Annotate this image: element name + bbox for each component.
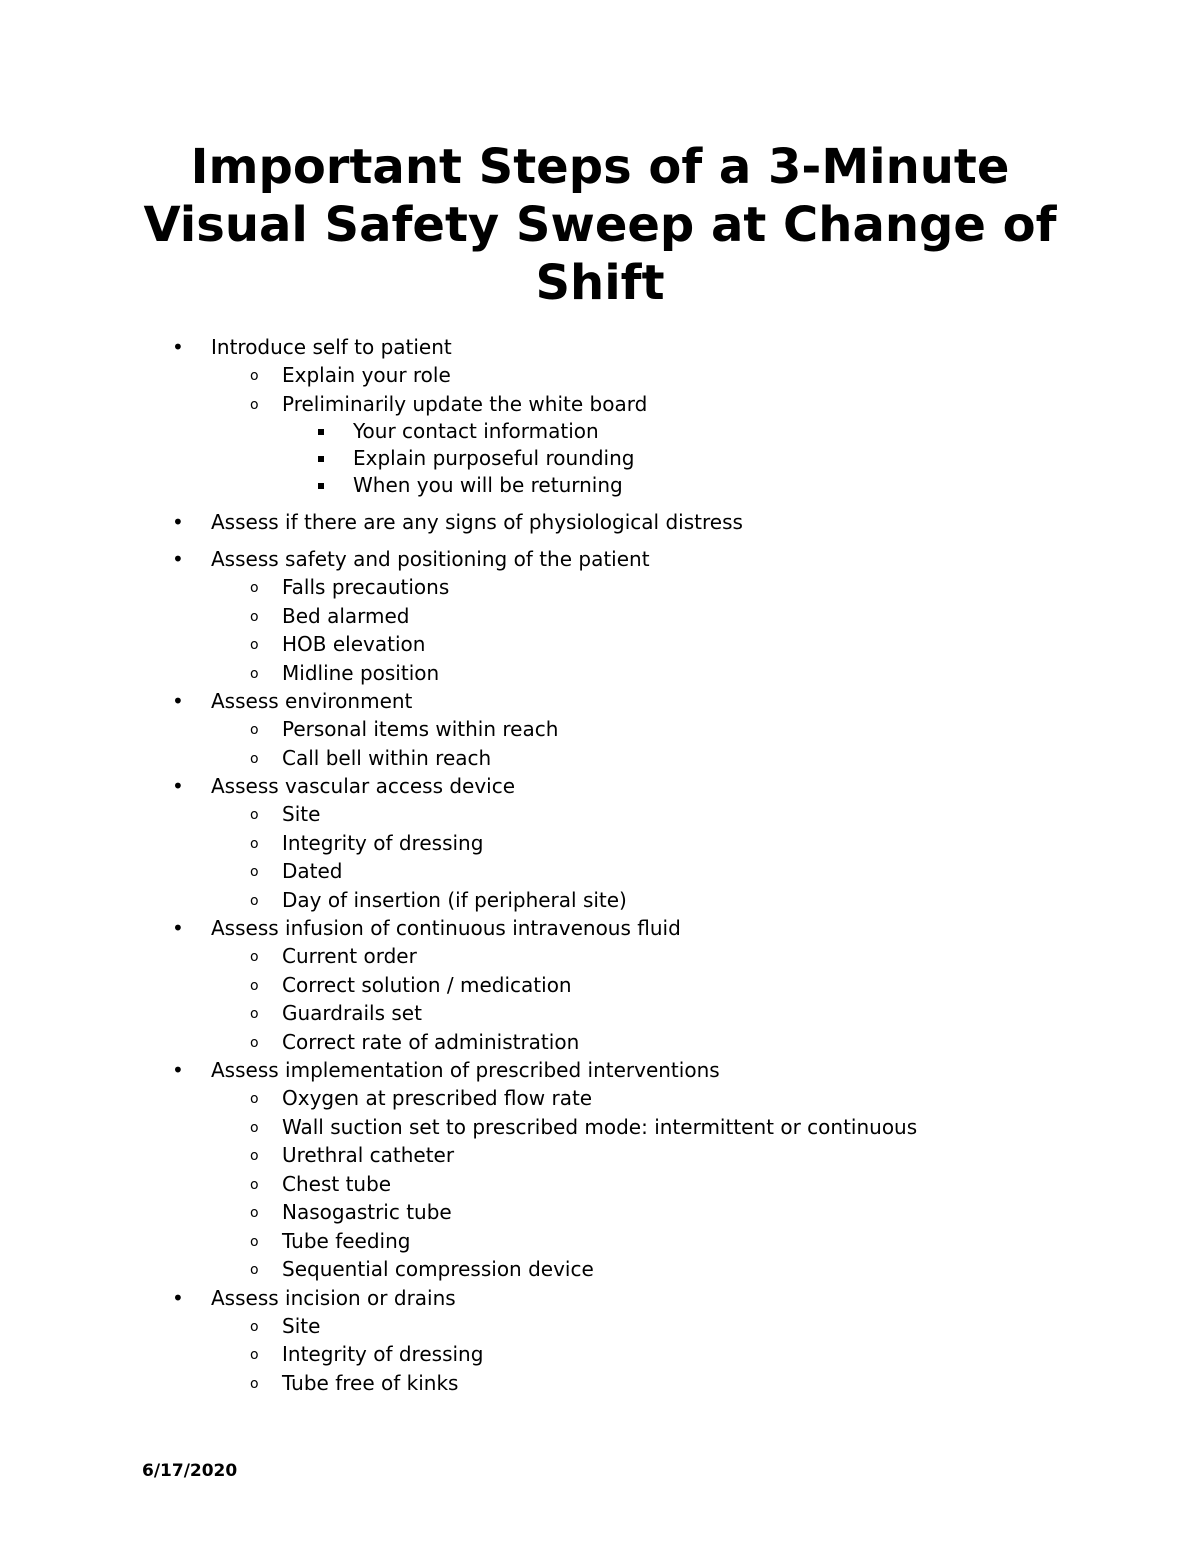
title-line: Shift — [535, 255, 665, 311]
sub-list-item-text: Tube feeding — [282, 1228, 411, 1253]
sub-list-item-text: Preliminarily update the white board — [282, 391, 648, 416]
list-item-text: Introduce self to patient — [211, 335, 452, 359]
sub-list-item-text: Wall suction set to prescribed mode: intermittent or continuous — [282, 1114, 918, 1139]
sub-list-item — [0, 390, 1200, 500]
list-item-text: Assess vascular access device — [211, 774, 516, 798]
list-item — [0, 1284, 1200, 1398]
sub-list-item — [0, 1312, 1200, 1341]
list-item — [0, 1056, 1200, 1284]
sub-list-item — [0, 659, 1200, 688]
sub-list-item — [0, 1141, 1200, 1170]
checklist-outline — [0, 333, 1200, 1397]
list-item-text: Assess incision or drains — [211, 1285, 456, 1310]
sub-list-item — [0, 715, 1200, 744]
sub-list-item — [0, 602, 1200, 631]
sub-list-item — [0, 800, 1200, 829]
sub-list-item — [0, 361, 1200, 390]
list-item-text: Assess implementation of prescribed interventions — [211, 1058, 720, 1082]
sub-list-item — [0, 1255, 1200, 1284]
sub-list-item-text: Guardrails set — [282, 1001, 422, 1025]
sub-list-item-text: Sequential compression device — [282, 1257, 594, 1281]
footer-date: 6/17/2020 — [142, 1461, 238, 1481]
sub-list — [211, 573, 1200, 687]
sub-list-item — [0, 942, 1200, 971]
sub-list-item-text: Tube free of kinks — [282, 1370, 459, 1395]
sub-list-item-text: Current order — [282, 944, 417, 968]
sub-list-item — [0, 1227, 1200, 1256]
sub-list-item — [0, 744, 1200, 773]
sub-sub-list-item: Explain purposeful rounding — [0, 445, 1200, 472]
sub-list — [211, 800, 1200, 914]
sub-sub-list-item: When you will be returning — [0, 472, 1200, 499]
sub-list-item — [0, 886, 1200, 915]
list-item-text: Assess if there are any signs of physiological distress — [211, 510, 743, 534]
sub-list — [211, 1084, 1200, 1284]
list-item-text: Assess environment — [211, 689, 413, 713]
sub-list-item-text: Call bell within reach — [282, 745, 492, 770]
sub-list-item — [0, 1084, 1200, 1113]
list-item — [0, 687, 1200, 772]
sub-list — [211, 942, 1200, 1056]
sub-list — [211, 715, 1200, 772]
list-item — [0, 333, 1200, 499]
sub-list — [211, 361, 1200, 499]
list-item — [0, 772, 1200, 914]
sub-list-item-text: Correct rate of administration — [282, 1029, 580, 1054]
sub-list-item — [0, 857, 1200, 886]
sub-list-item-text: Site — [282, 802, 321, 826]
list-item-text: Assess safety and positioning of the patient — [211, 547, 650, 571]
sub-list-item-text: Integrity of dressing — [282, 830, 484, 855]
sub-list-item-text: Site — [282, 1313, 321, 1338]
sub-list-item — [0, 999, 1200, 1028]
sub-list-item-text: Explain your role — [282, 363, 451, 387]
sub-list-item — [0, 829, 1200, 858]
title-line: Visual Safety Sweep at Change of — [143, 197, 1057, 253]
sub-sub-list-item: Your contact information — [0, 418, 1200, 445]
sub-list-item-text: Personal items within reach — [282, 717, 559, 741]
sub-list-item-text: HOB elevation — [282, 632, 426, 656]
sub-list-item-text: Oxygen at prescribed flow rate — [282, 1086, 593, 1110]
sub-list-item — [0, 630, 1200, 659]
sub-list-item-text: Day of insertion (if peripheral site) — [282, 887, 627, 912]
sub-list-item-text: Chest tube — [282, 1171, 392, 1196]
sub-list-item — [0, 573, 1200, 602]
document-title — [100, 138, 1100, 312]
list-item — [0, 545, 1200, 687]
sub-list-item — [0, 971, 1200, 1000]
sub-list — [211, 1312, 1200, 1398]
sub-list-item — [0, 1340, 1200, 1369]
sub-list-item — [0, 1113, 1200, 1142]
sub-list-item-text: Correct solution / medication — [282, 972, 572, 997]
list-item — [0, 508, 1200, 536]
sub-list-item — [0, 1028, 1200, 1057]
sub-list-item-text: Bed alarmed — [282, 603, 410, 628]
title-line: Important Steps of a 3-Minute — [190, 139, 1010, 195]
sub-list-item-text: Falls precautions — [282, 575, 450, 599]
sub-list-item-text: Midline position — [282, 660, 440, 685]
sub-list-item — [0, 1170, 1200, 1199]
list-item — [0, 914, 1200, 1056]
sub-list-item — [0, 1198, 1200, 1227]
sub-list-item-text: Dated — [282, 859, 343, 883]
sub-list-item-text: Integrity of dressing — [282, 1342, 484, 1366]
sub-list-item — [0, 1369, 1200, 1398]
sub-sub-list — [282, 418, 1200, 499]
sub-list-item-text: Urethral catheter — [282, 1143, 455, 1167]
sub-list-item-text: Nasogastric tube — [282, 1200, 452, 1224]
list-item-text: Assess infusion of continuous intravenous fluid — [211, 916, 681, 940]
